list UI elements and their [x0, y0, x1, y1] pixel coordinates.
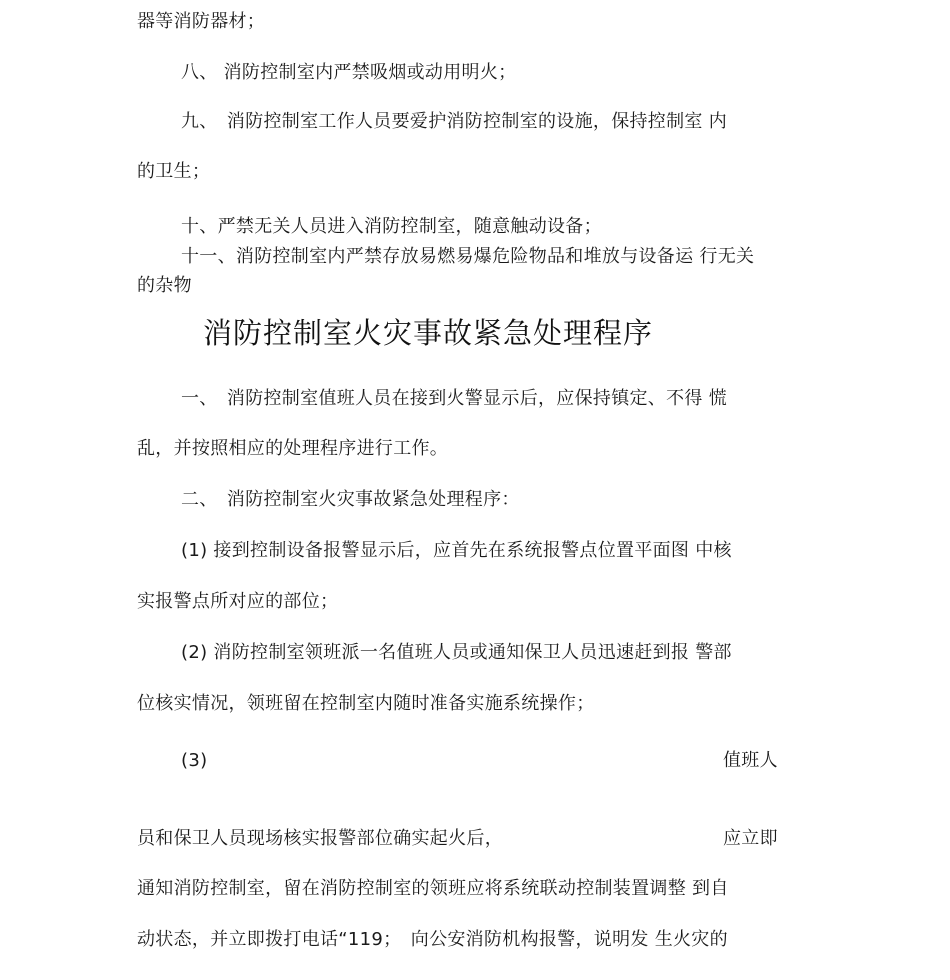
- text-line: 员和保卫人员现场核实报警部位确实起火后，: [137, 828, 503, 849]
- text-line: 的杂物: [137, 275, 192, 296]
- text-line: 实报警点所对应的部位；: [137, 591, 339, 612]
- text-line: 一、 消防控制室值班人员在接到火警显示后，应保持镇定、不得 慌: [181, 388, 728, 409]
- text-line: 的卫生；: [137, 161, 211, 182]
- text-line: (2) 消防控制室领班派一名值班人员或通知保卫人员迅速赶到报 警部: [181, 642, 732, 663]
- text-line: 器等消防器材；: [137, 11, 266, 32]
- text-fragment: 应立即: [723, 828, 778, 849]
- text-line: 通知消防控制室，留在消防控制室的领班应将系统联动控制装置调整 到自: [137, 878, 729, 899]
- text-line: 二、 消防控制室火灾事故紧急处理程序：: [181, 489, 520, 510]
- item-number: (3): [181, 750, 208, 771]
- text-line: 乱，并按照相应的处理程序进行工作。: [137, 438, 449, 459]
- text-line: 动状态，并立即拨打电话“119； 向公安消防机构报警，说明发 生火灾的: [137, 929, 728, 950]
- text-line: 十、严禁无关人员进入消防控制室，随意触动设备；: [181, 216, 602, 237]
- text-line: (1) 接到控制设备报警显示后，应首先在系统报警点位置平面图 中核: [181, 540, 732, 561]
- text-line: 位核实情况，领班留在控制室内随时准备实施系统操作；: [137, 693, 595, 714]
- section-title: 消防控制室火灾事故紧急处理程序: [203, 316, 654, 350]
- text-line: 九、 消防控制室工作人员要爱护消防控制室的设施，保持控制室 内: [181, 111, 728, 132]
- text-line: 十一、消防控制室内严禁存放易燃易爆危险物品和堆放与设备运 行无关: [181, 246, 755, 267]
- text-line: 八、 消防控制室内严禁吸烟或动用明火；: [181, 62, 517, 83]
- text-fragment: 值班人: [723, 750, 778, 771]
